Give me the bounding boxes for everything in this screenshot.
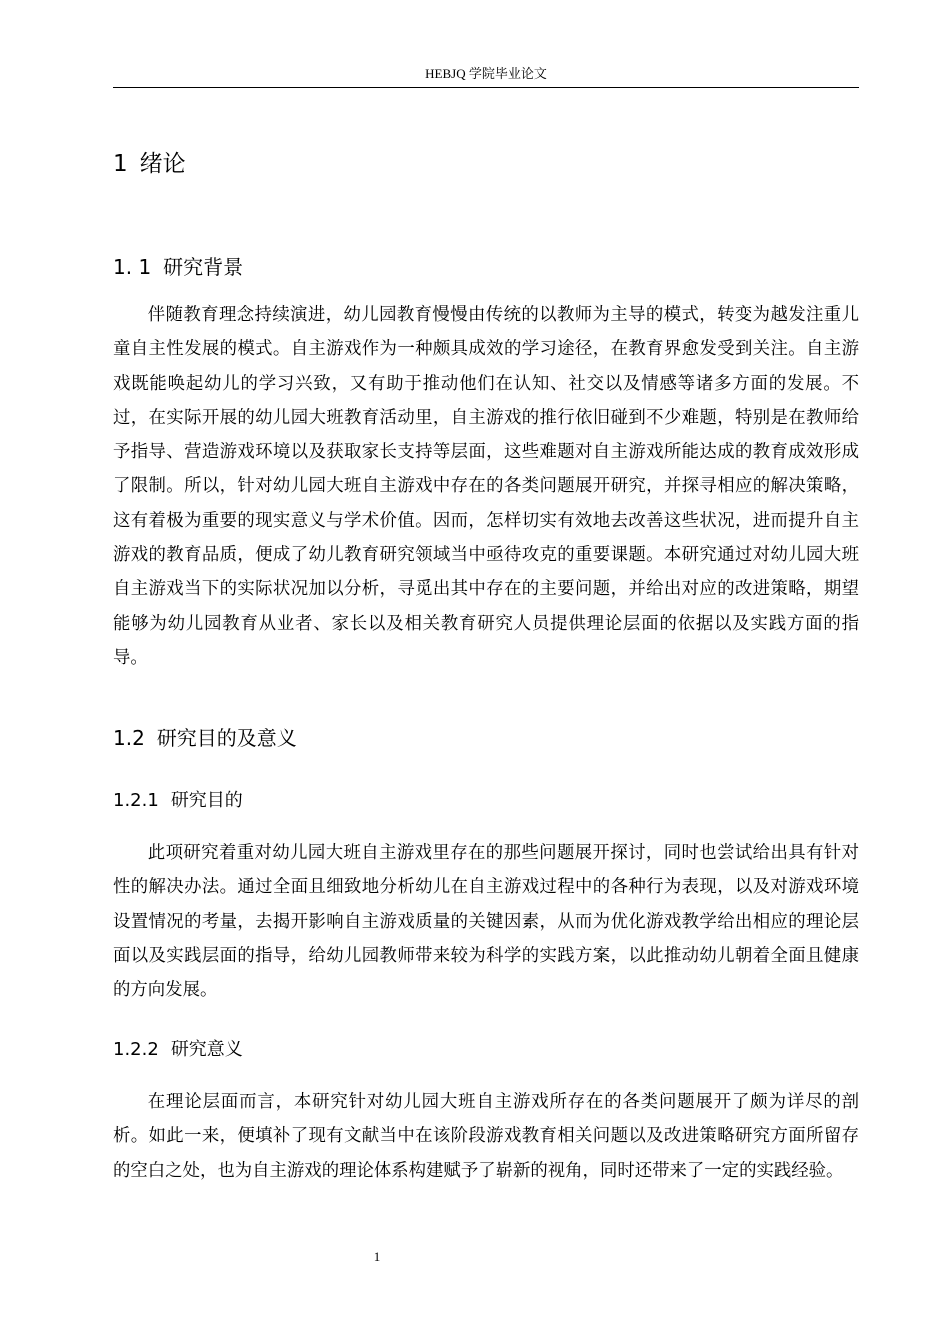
- paragraph-purpose: 此项研究着重对幼儿园大班自主游戏里存在的那些问题展开探讨，同时也尝试给出具有针对性的解决办法。通过全面且细致地分析幼儿在自主游戏过程中的各种行为表现，以及对游戏环境设置情况的考量，去揭开影响自主游戏质量的关键因素，从而为优化游戏教学给出相应的理论层面以及实践层面的指导，给幼儿园教师带来较为科学的实践方案，以此推动幼儿朝着全面且健康的方向发展。: [113, 843, 859, 1001]
- subsection-heading-purpose: [113, 787, 243, 815]
- section-title: 研究背景: [163, 255, 244, 279]
- page-number: 1: [373, 1249, 381, 1264]
- chapter-title: 绪论: [139, 151, 186, 177]
- subsection-heading-significance: [113, 1036, 243, 1064]
- paragraph-background: 伴随教育理念持续演进，幼儿园教育慢慢由传统的以教师为主导的模式，转变为越发注重儿童自主性发展的模式。自主游戏作为一种颇具成效的学习途径，在教育界愈发受到关注。自主游戏既能唤起幼儿的学习兴致，又有助于推动他们在认知、社交以及情感等诸多方面的发展。不过，在实际开展的幼儿园大班教育活动里，自主游戏的推行依旧碰到不少难题，特别是在教师给予指导、营造游戏环境以及获取家长支持等层面，这些难题对自主游戏所能达成的教育成效形成了限制。所以，针对幼儿园大班自主游戏中存在的各类问题展开研究，并探寻相应的解决策略，这有着极为重要的现实意义与学术价值。因而，怎样切实有效地去改善这些状况，进而提升自主游戏的教育品质，便成了幼儿教育研究领域当中亟待攻克的重要课题。本研究通过对幼儿园大班自主游戏当下的实际状况加以分析，寻觅出其中存在的主要问题，并给出对应的改进策略，期望能够为幼儿园教育从业者、家长以及相关教育研究人员提供理论层面的依据以及实践方面的指导。: [113, 305, 859, 668]
- chapter-number: 1: [113, 151, 128, 177]
- chapter-heading: [113, 148, 186, 180]
- section-number: 1. 1: [113, 255, 152, 279]
- subsection-title: 研究目的: [170, 790, 243, 811]
- section-heading-purpose-significance: [113, 723, 297, 753]
- subsection-number: 1.2.2: [113, 1039, 159, 1060]
- section-heading-background: [113, 252, 243, 282]
- section-number: 1.2: [113, 726, 145, 750]
- paragraph-significance: 在理论层面而言，本研究针对幼儿园大班自主游戏所存在的各类问题展开了颇为详尽的剖析。如此一来，便填补了现有文献当中在该阶段游戏教育相关问题以及改进策略研究方面所留存的空白之处，也为自主游戏的理论体系构建赋予了崭新的视角，同时还带来了一定的实践经验。: [113, 1092, 859, 1181]
- subsection-number: 1.2.1: [113, 790, 159, 811]
- subsection-title: 研究意义: [170, 1039, 243, 1060]
- section-title: 研究目的及意义: [156, 726, 297, 750]
- header-rule: [113, 87, 859, 88]
- running-header: HEBJQ 学院毕业论文: [425, 66, 547, 81]
